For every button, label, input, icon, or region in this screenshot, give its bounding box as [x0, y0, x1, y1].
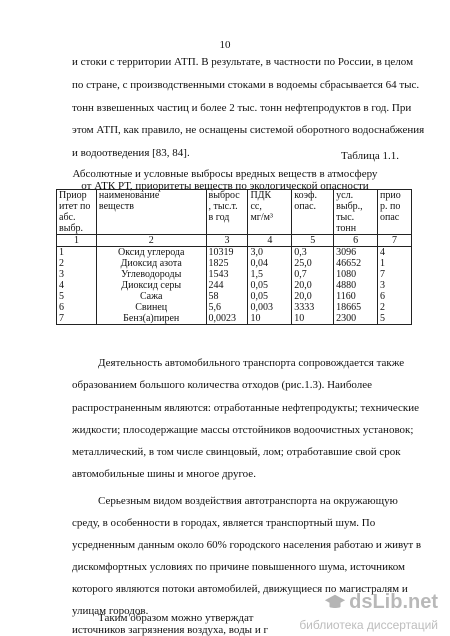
table-cell: 244	[206, 280, 248, 291]
table-title-line: Абсолютные и условные выбросы вредных веществ в атмосферу	[72, 168, 378, 180]
header-line: мг/м³	[250, 212, 273, 223]
table-index-cell: 6	[334, 235, 378, 247]
table-index-cell: 1	[57, 235, 97, 247]
table-index-cell: 3	[206, 235, 248, 247]
table-label: Таблица 1.1.	[340, 150, 399, 162]
header-line: Приор	[59, 190, 87, 201]
table-cell: Диоксид серы	[96, 280, 206, 291]
graduation-cap-icon	[324, 592, 346, 614]
table-cell: Бенз(а)пирен	[96, 313, 206, 325]
header-line: р. по	[380, 201, 401, 212]
table-header-cell	[96, 190, 206, 235]
table-index-row	[57, 235, 412, 247]
text-line: среду, в особенности в городах, является транспортный шум. По	[72, 517, 376, 529]
text-line: улицам городов.	[72, 605, 149, 617]
text-line: Деятельность автомобильного транспорта сопровождается также	[98, 357, 405, 369]
header-line: опас	[380, 212, 400, 223]
table-cell: 0,7	[292, 269, 334, 280]
table-index-cell: 7	[378, 235, 412, 247]
header-line: итет по	[59, 201, 91, 212]
table-cell: 3,0	[248, 247, 292, 259]
header-line: наименование	[98, 190, 160, 201]
table-cell: 7	[378, 269, 412, 280]
header-line: сс,	[250, 201, 262, 212]
header-line: тонн	[336, 223, 357, 234]
text-line: металлический, в том числе свинцовый, лом; отработавшие свой срок	[72, 446, 401, 458]
text-line: этом АТП, как правило, не оснащены системой оборотного водоснабжения	[72, 124, 425, 136]
table-index-cell: 4	[248, 235, 292, 247]
table-cell: 0,003	[248, 302, 292, 313]
table-cell: 3333	[292, 302, 334, 313]
table-cell: 6	[57, 302, 97, 313]
table-cell: Сажа	[96, 291, 206, 302]
table-cell: 20,0	[292, 280, 334, 291]
page-number: 10	[219, 39, 231, 51]
text-line: Таким образом можно утверждат	[98, 612, 254, 624]
text-line: усредненным данным около 60% городского населения работаю и живут в	[72, 539, 422, 551]
table-cell: 0,04	[248, 258, 292, 269]
table-cell: 3	[57, 269, 97, 280]
table-cell: 2300	[334, 313, 378, 325]
table-cell: Свинец	[96, 302, 206, 313]
table-cell: Оксид углерода	[96, 247, 206, 259]
header-line: , тыс.т.	[208, 201, 238, 212]
table-header-row	[57, 190, 412, 235]
header-line: выброс	[208, 190, 240, 201]
table-cell: 58	[206, 291, 248, 302]
text-line: по стране, с производственными стоками в водоемы сбрасывается 64 тыс.	[72, 79, 420, 91]
watermark-subtitle: библиотека диссертаций	[299, 618, 438, 632]
text-line: которого являются потоки автомобилей, движущиеся по магистралям и	[72, 583, 408, 595]
table-cell: 7	[57, 313, 97, 325]
table-cell: 5	[57, 291, 97, 302]
table-header-cell	[378, 190, 412, 235]
table-header-cell	[57, 190, 97, 235]
table-cell: 0,3	[292, 247, 334, 259]
text-line: и стоки с территории АТП. В результате, в частности по России, в целом	[72, 56, 414, 68]
text-line: Серьезным видом воздействия автотранспорта на окружающую	[98, 495, 398, 507]
table-cell: 10	[292, 313, 334, 325]
header-line: ПДК	[250, 190, 272, 201]
table-cell: Углеводороды	[96, 269, 206, 280]
table-row	[57, 313, 412, 325]
table-index-cell: 5	[292, 235, 334, 247]
table-cell: 5,6	[206, 302, 248, 313]
table-header-cell	[248, 190, 292, 235]
table-cell: 25,0	[292, 258, 334, 269]
table-row	[57, 247, 412, 259]
table-cell: 1160	[334, 291, 378, 302]
table-cell: 46652	[334, 258, 378, 269]
text-line: образованием большого количества отходов (рис.1.3). Наиболее	[72, 379, 373, 391]
table-cell: 5	[378, 313, 412, 325]
header-line: опас.	[294, 201, 317, 212]
header-line: в год	[208, 212, 230, 223]
table-cell: 18665	[334, 302, 378, 313]
table-cell: 1543	[206, 269, 248, 280]
table-row	[57, 302, 412, 313]
table-cell: 0,0023	[206, 313, 248, 325]
table-cell: 1080	[334, 269, 378, 280]
header-line: усл.	[336, 190, 354, 201]
table-cell: 1	[378, 258, 412, 269]
header-line: выбр.,	[336, 201, 363, 212]
table-cell: 0,05	[248, 280, 292, 291]
table-cell: 4	[378, 247, 412, 259]
table-title-line: от АТК РТ, приоритеты веществ по экологической опасности	[81, 180, 369, 192]
emissions-table	[56, 189, 412, 325]
header-line: прио	[380, 190, 401, 201]
header-line: коэф.	[294, 190, 317, 201]
table-cell: 3	[378, 280, 412, 291]
table-cell: 1,5	[248, 269, 292, 280]
text-line: дискомфортных условиях по причине повышенного шума, источником	[72, 561, 405, 573]
table-cell: 3096	[334, 247, 378, 259]
table-row	[57, 269, 412, 280]
text-line: источников загрязнения воздуха, воды и г	[72, 624, 268, 636]
table-cell: 4	[57, 280, 97, 291]
table-cell: 20,0	[292, 291, 334, 302]
table-cell: 4880	[334, 280, 378, 291]
table-cell: 2	[57, 258, 97, 269]
table-row	[57, 291, 412, 302]
table-header-cell	[292, 190, 334, 235]
table-index-cell: 2	[96, 235, 206, 247]
text-line: автомобильные шины и многое другое.	[72, 468, 256, 480]
header-line: веществ	[98, 201, 134, 212]
text-line: и водоотведения [83, 84].	[72, 147, 190, 159]
table-cell: 0,05	[248, 291, 292, 302]
header-line: тыс.	[336, 212, 355, 223]
table-cell: 10319	[206, 247, 248, 259]
table-row	[57, 280, 412, 291]
text-line: распространенным являются: отработанные нефтепродукты; технические	[72, 402, 420, 414]
text-line: тонн взвешенных частиц и более 2 тыс. тонн нефтепродуктов в год. При	[72, 102, 412, 114]
table-cell: Диоксид азота	[96, 258, 206, 269]
table-row	[57, 258, 412, 269]
header-line: выбр.	[59, 223, 84, 234]
table-cell: 6	[378, 291, 412, 302]
table-cell: 1	[57, 247, 97, 259]
table-header-cell	[206, 190, 248, 235]
text-line: жидкости; плосодержащие массы отстойников водоочистных установок;	[72, 424, 414, 436]
header-line: абс.	[59, 212, 76, 223]
table-cell: 10	[248, 313, 292, 325]
watermark-logo: dsLib.net	[349, 591, 438, 613]
table-cell: 1825	[206, 258, 248, 269]
table-cell: 2	[378, 302, 412, 313]
table-header-cell	[334, 190, 378, 235]
